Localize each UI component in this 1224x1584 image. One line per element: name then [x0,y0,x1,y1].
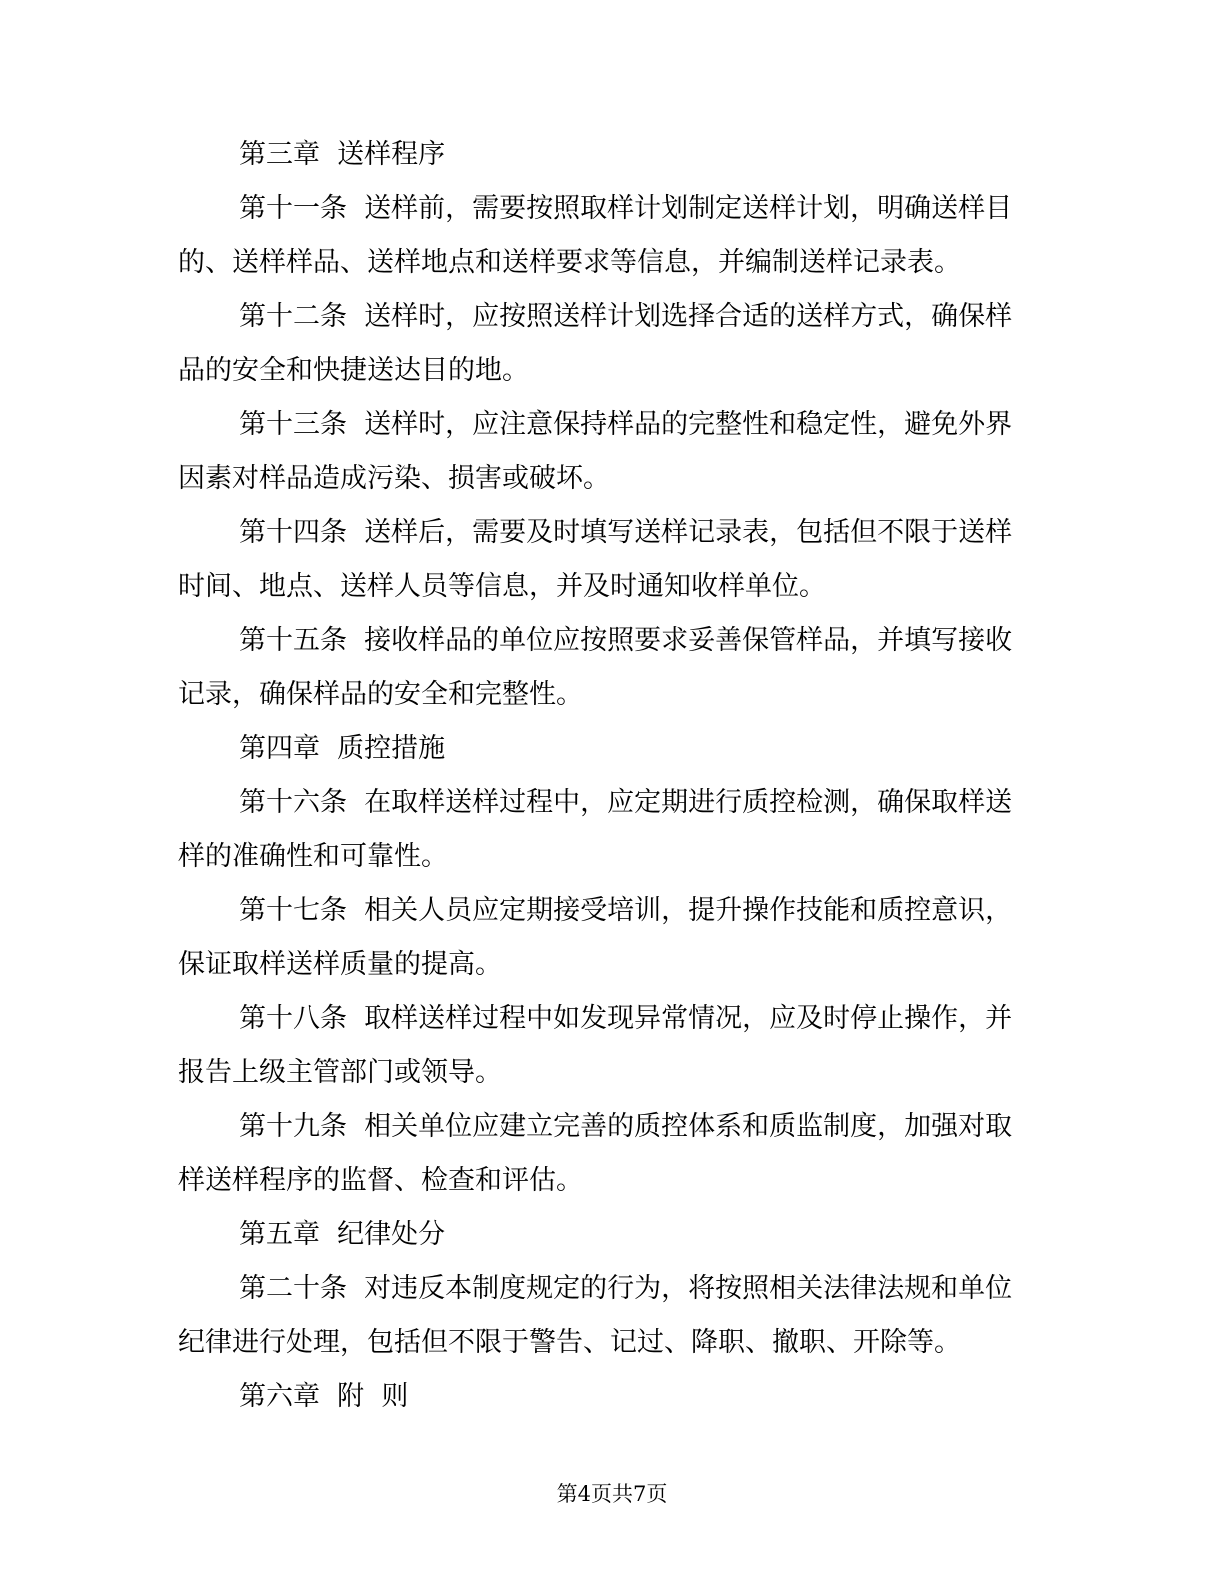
article-line: 第十四条 送样后，需要及时填写送样记录表，包括但不限于送样 [239,517,1013,548]
article-line: 记录，确保样品的安全和完整性。 [178,679,583,710]
article-line: 样送样程序的监督、检查和评估。 [178,1165,583,1196]
article-line: 保证取样送样质量的提高。 [178,949,502,980]
article-line: 第十一条 送样前，需要按照取样计划制定送样计划，明确送样目 [239,193,1013,224]
article-line: 第十七条 相关人员应定期接受培训，提升操作技能和质控意识， [239,895,1013,926]
article-line: 报告上级主管部门或领导。 [178,1057,502,1088]
chapter-heading: 第五章 纪律处分 [239,1219,446,1250]
article-line: 时间、地点、送样人员等信息，并及时通知收样单位。 [178,571,826,602]
article-line: 样的准确性和可靠性。 [178,841,448,872]
document-body [178,128,1030,1424]
article-line: 的、送样样品、送样地点和送样要求等信息，并编制送样记录表。 [178,247,961,278]
article-line: 因素对样品造成污染、损害或破坏。 [178,463,610,494]
chapter-heading: 第六章 附 则 [239,1381,409,1412]
article-line: 第十八条 取样送样过程中如发现异常情况，应及时停止操作，并 [239,1003,1013,1034]
article-line: 纪律进行处理，包括但不限于警告、记过、降职、撤职、开除等。 [178,1327,961,1358]
article-line: 第十二条 送样时，应按照送样计划选择合适的送样方式，确保样 [239,301,1013,332]
page-number: 第4页共7页 [556,1482,668,1506]
article-line: 第十五条 接收样品的单位应按照要求妥善保管样品，并填写接收 [239,625,1013,656]
chapter-heading: 第三章 送样程序 [239,139,446,170]
article-line: 第十六条 在取样送样过程中，应定期进行质控检测，确保取样送 [239,787,1013,818]
article-line: 第十三条 送样时，应注意保持样品的完整性和稳定性，避免外界 [239,409,1013,440]
chapter-heading: 第四章 质控措施 [239,733,446,764]
article-line: 品的安全和快捷送达目的地。 [178,355,529,386]
article-line: 第十九条 相关单位应建立完善的质控体系和质监制度，加强对取 [239,1111,1013,1142]
article-line: 第二十条 对违反本制度规定的行为，将按照相关法律法规和单位 [239,1273,1013,1304]
